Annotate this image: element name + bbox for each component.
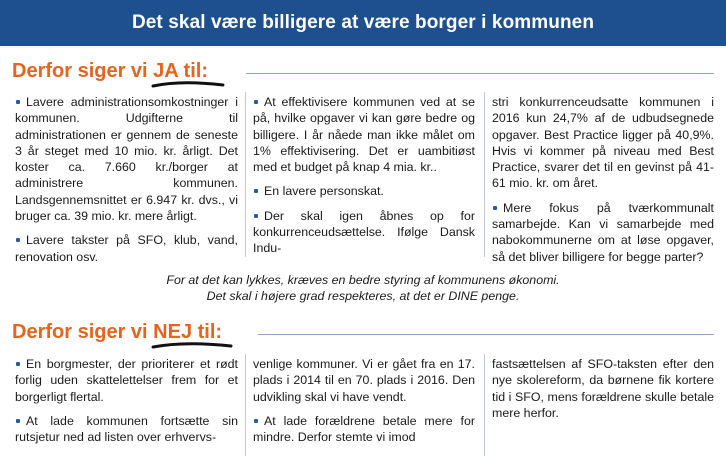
nej-column-1 [15, 356, 238, 453]
nej-heading-rule [258, 334, 714, 335]
list-item-continued: fastsættelsen af SFO-taksten efter den nye skolereform, da børnene fik kortere tid i SFO, mens forældrene skulle betale mere herfor. [492, 357, 714, 420]
bullet-icon [254, 419, 258, 423]
conclusion-line-2: Det skal i højere grad respekteres, at det er DINE penge. [206, 289, 520, 303]
list-item: Lavere administrationsomkostninger i kommunen. Udgifterne til administrationen er gennem de seneste 3 år steget med 10 mio. kr. årligt. Det koster ca. 7.660 kr./borger at administrere kommunen. Landsgennemsnittet er 6.947 kr. dvs., vi bruger ca. 39 mio. kr. mere årligt. [15, 95, 238, 224]
list-item: Der skal igen åbnes op for konkurrenceudsættelse. Ifølge Dansk Indu- [253, 208, 475, 256]
page-title: Det skal være billigere at være borger i kommunen [131, 12, 595, 33]
ja-heading-rule [246, 73, 714, 74]
list-item: Mere fokus på tværkommunalt samarbejde. Kan vi samarbejde med nabokommunerne om at løse opgaver, så det bliver billigere for begge parter? [492, 200, 714, 264]
bullet-icon [493, 206, 497, 210]
bullet-icon [16, 238, 20, 242]
ja-heading-prefix: Derfor siger vi [12, 60, 154, 82]
conclusion-line-1: For at det kan lykkes, kræves en bedre styring af kommunens økonomi. [166, 273, 560, 287]
swoosh-underline-icon [151, 79, 225, 89]
list-item: En borgmester, der prioriterer et rødt forlig uden skattelettelser frem for et borgerligt flertal. [15, 357, 238, 404]
list-item-continued: stri konkurrenceudsatte kommunen i 2016 kun 24,7% af de udbudsegnede opgaver. Best Practice ligger på 40,9%. Hvis vi kommer på niveau med Best Practice, svarer det til en gevinst på 41-61 mio. kr. om året. [492, 95, 714, 191]
list-item: At lade forældrene betale mere for mindre. Derfor stemte vi imod [253, 413, 475, 445]
list-item: At lade kommunen fortsætte sin rutsjetur ned ad listen over erhvervs- [15, 413, 238, 445]
nej-column-3 [492, 356, 714, 429]
list-item: Lavere takster på SFO, klub, vand, renovation osv. [15, 233, 238, 264]
column-divider [484, 92, 485, 257]
bullet-icon [254, 214, 258, 218]
column-divider [484, 354, 485, 456]
ja-column-1 [15, 94, 238, 273]
ja-column-2 [253, 94, 475, 265]
list-item: At effektivisere kommunen ved at se på, hvilke opgaver vi kan gøre bedre og billigere. I år nåede man ikke målet om 1% effektivisering. Det er uambitiøst med et budget på knap 4 mia. kr.. [253, 95, 475, 175]
bullet-icon [254, 189, 258, 193]
ja-heading-keyword: JA til: [153, 60, 208, 83]
ja-heading [12, 60, 208, 83]
column-divider [245, 354, 246, 456]
list-item-continued: venlige kommuner. Vi er gået fra en 17. plads i 2014 til en 70. plads i 2016. Den udvikling skal vi have vendt. [253, 357, 475, 404]
ja-column-3 [492, 94, 714, 273]
nej-heading-prefix: Derfor siger vi [12, 321, 154, 343]
swoosh-underline-icon [151, 340, 233, 350]
nej-heading-keyword: NEJ til: [153, 321, 222, 344]
nej-column-2 [253, 356, 475, 453]
list-item: En lavere personskat. [253, 183, 475, 199]
nej-heading [12, 321, 222, 344]
bullet-icon [254, 100, 258, 104]
title-banner [0, 0, 726, 48]
bullet-icon [16, 100, 20, 104]
bullet-icon [16, 362, 20, 366]
bullet-icon [16, 419, 20, 423]
column-divider [245, 92, 246, 257]
